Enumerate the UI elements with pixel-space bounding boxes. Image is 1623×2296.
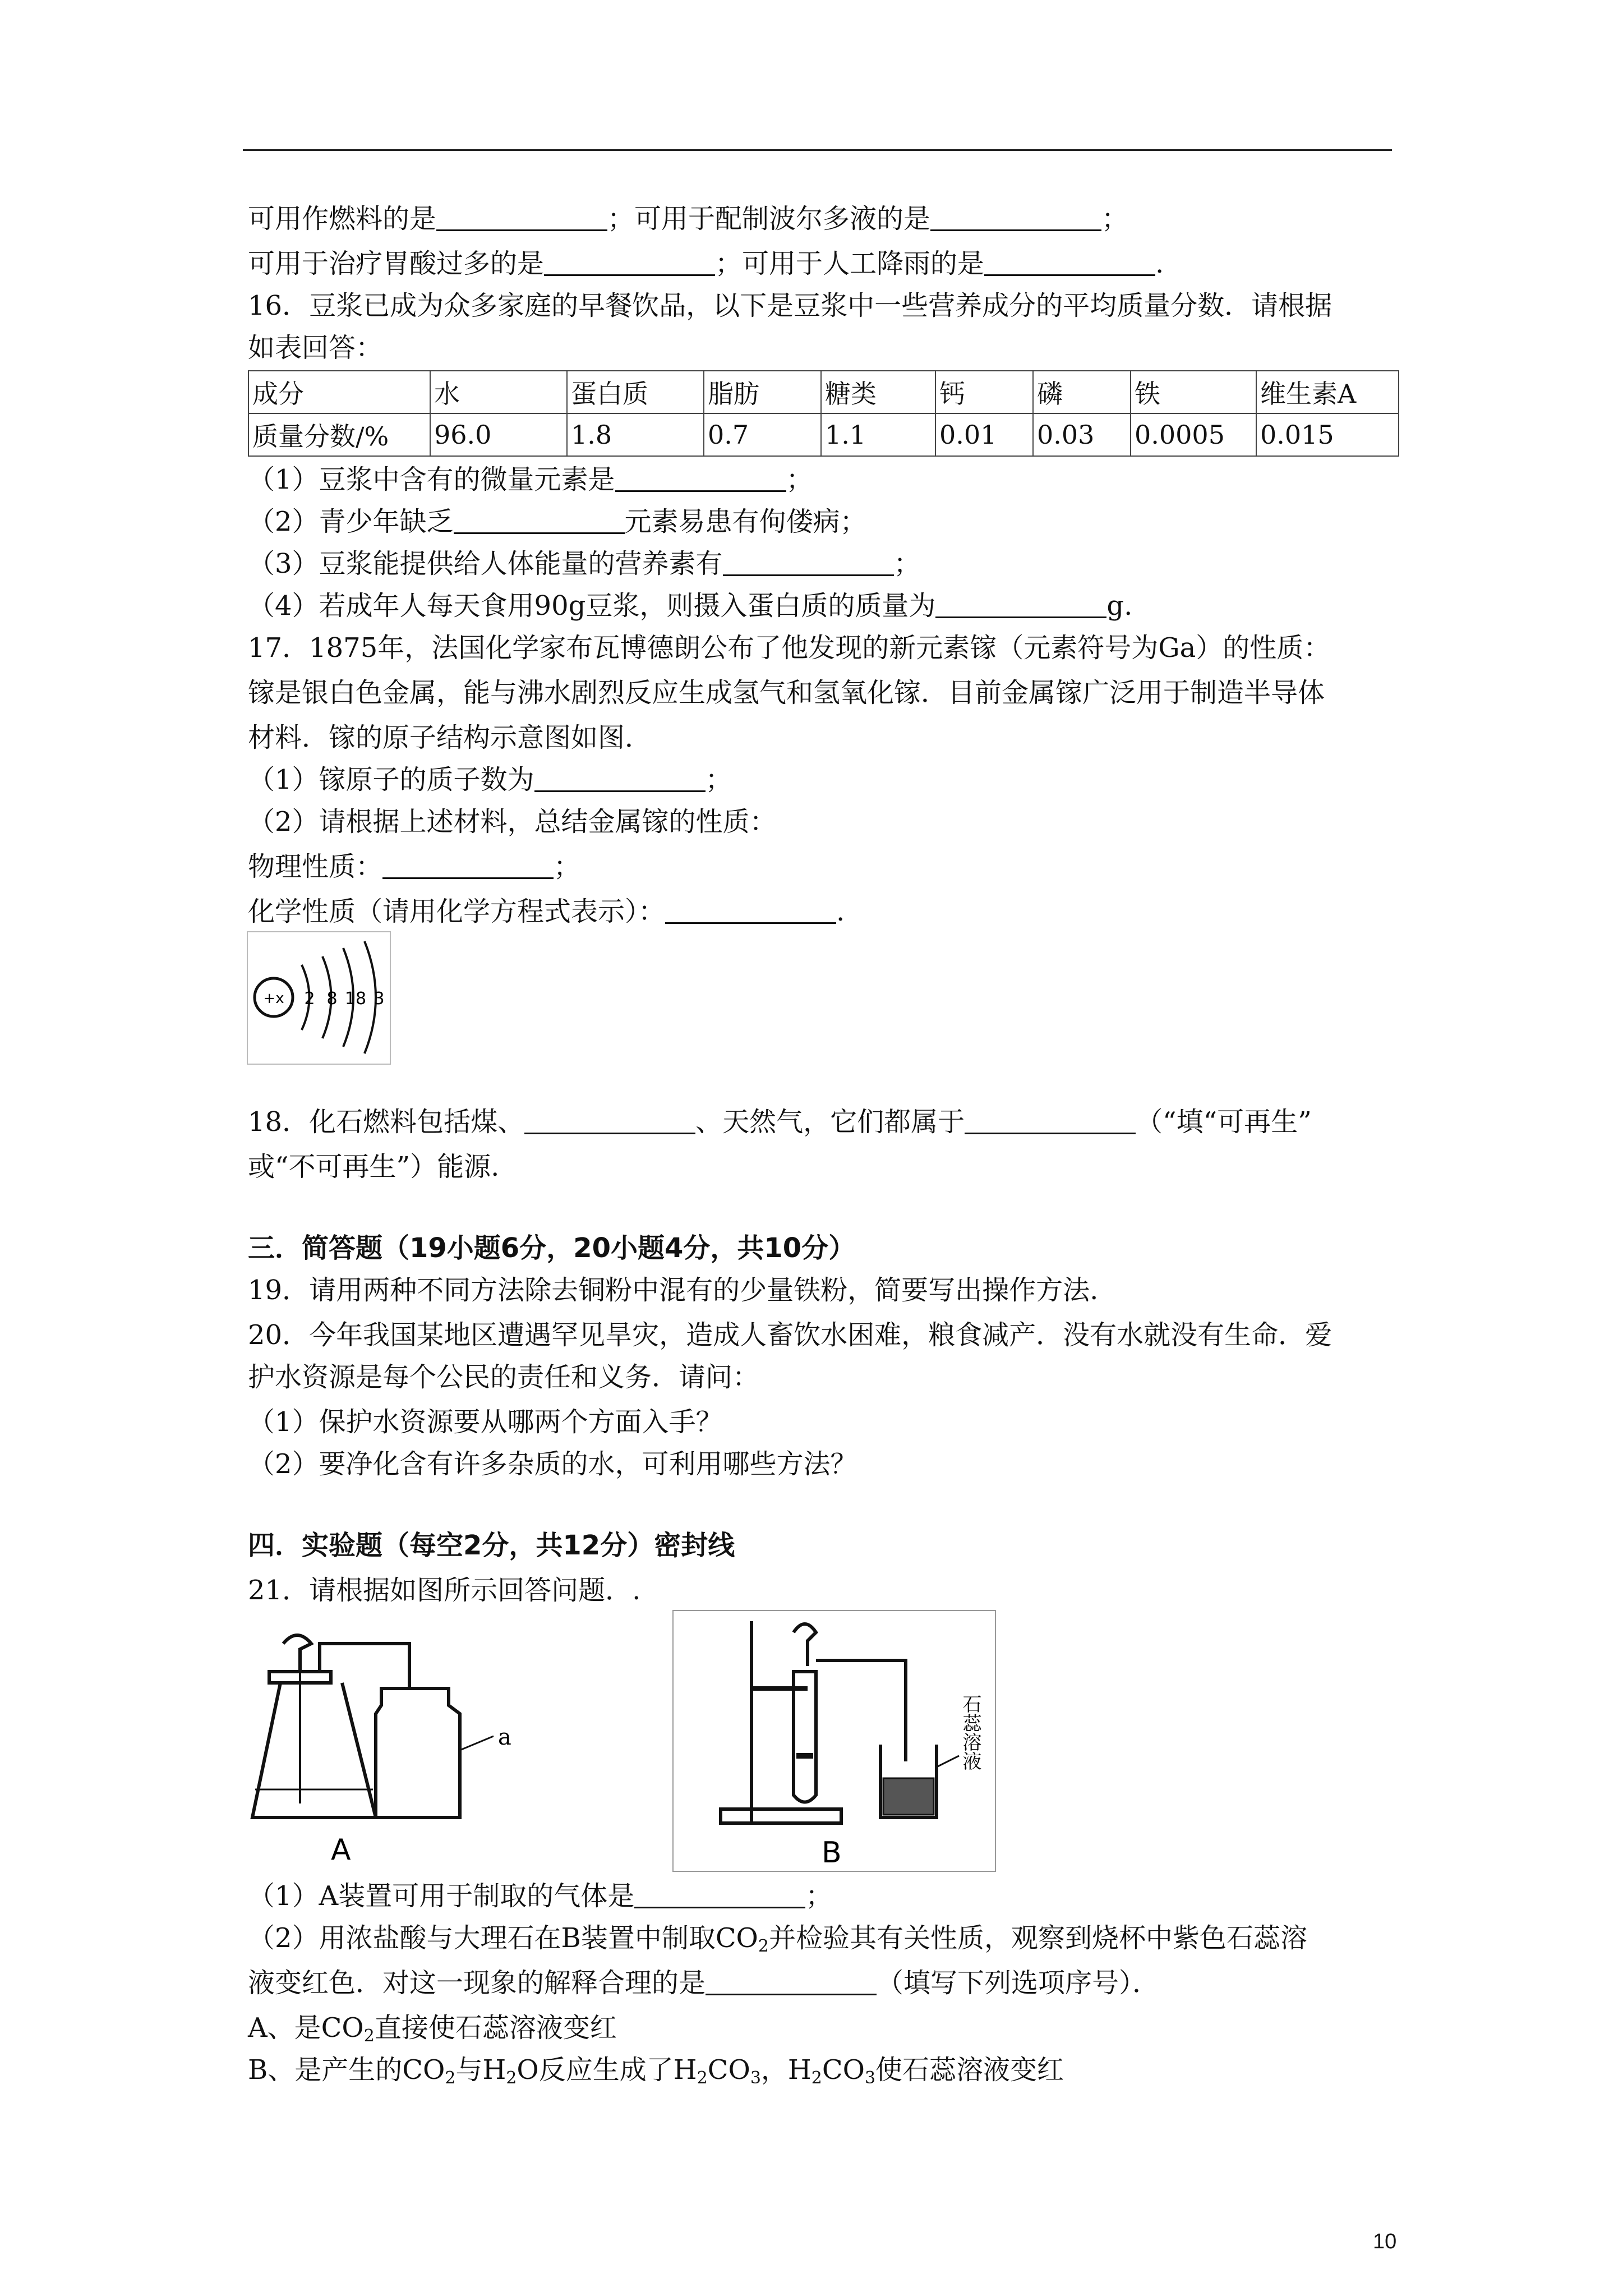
nucleus-label: +x: [263, 990, 284, 1007]
table-cell: 成分: [248, 371, 430, 413]
q16-intro-1: 16．豆浆已成为众多家庭的早餐饮品，以下是豆浆中一些营养成分的平均质量分数．请根据: [248, 290, 1332, 321]
test-tube: [794, 1672, 816, 1802]
table-cell: 0.7: [704, 413, 821, 456]
table-cell: 磷: [1033, 371, 1131, 413]
q15-line-2: 可用于治疗胃酸过多的是 ；可用于人工降雨的是 .: [248, 248, 1164, 279]
pointer-line: [460, 1736, 494, 1750]
table-cell: 质量分数/%: [248, 413, 430, 456]
litmus-solution: [883, 1778, 934, 1815]
table-cell: 0.01: [935, 413, 1033, 456]
answer-blank[interactable]: [615, 463, 786, 492]
q21-sub-2-cont: 液变红色．对这一现象的解释合理的是 （填写下列选项序号）．: [248, 1967, 1160, 1999]
answer-blank[interactable]: [382, 850, 554, 879]
shell-count: 2: [304, 989, 315, 1009]
section-3-title: 三．简答题（19小题6分，20小题4分，共10分）: [248, 1232, 856, 1264]
conical-flask: [252, 1683, 376, 1818]
answer-blank[interactable]: [436, 203, 607, 231]
q17-para-1: 17．1875年，法国化学家布瓦博德朗公布了他发现的新元素镓（元素符号为Ga）的性质：: [248, 632, 1331, 664]
q16-sub-4: （4）若成年人每天食用90g豆浆，则摄入蛋白质的质量为 g.: [248, 590, 1133, 622]
separatory-funnel: [283, 1635, 311, 1672]
answer-blank[interactable]: [544, 247, 715, 276]
page-number: 10: [1373, 2230, 1397, 2253]
q18-line-1: 18．化石燃料包括煤、 、天然气，它们都属于 （“填“可再生”: [248, 1106, 1312, 1138]
table-cell: 脂肪: [704, 371, 821, 413]
header-rule: [243, 149, 1392, 151]
answer-blank[interactable]: [723, 547, 894, 576]
q21-text: 21．请根据如图所示回答问题．.: [248, 1575, 641, 1606]
table-cell: 蛋白质: [567, 371, 704, 413]
delivery-tube-b: [816, 1660, 906, 1761]
table-row: [248, 413, 1399, 456]
table-cell: 1.1: [821, 413, 935, 456]
apparatus-figure: [247, 1610, 998, 1874]
table-header-row: [248, 371, 1399, 413]
answer-blank[interactable]: [634, 1880, 805, 1908]
table-cell: 钙: [935, 371, 1033, 413]
label-litmus: 石蕊溶液: [959, 1694, 981, 1770]
q20-text-1: 20．今年我国某地区遭遇罕见旱灾，造成人畜饮水困难，粮食减产．没有水就没有生命．爱: [248, 1319, 1332, 1351]
q17-para-2: 镓是银白色金属，能与沸水剧烈反应生成氢气和氢氧化镓．目前金属镓广泛用于制造半导体: [248, 677, 1325, 708]
table-cell: 1.8: [567, 413, 704, 456]
section-4-title: 四．实验题（每空2分，共12分）密封线: [248, 1530, 735, 1561]
option-a: A、是$CO_2$直接使石蕊溶液变红: [248, 2012, 617, 2046]
apparatus-b: [721, 1621, 959, 1823]
apparatus-b-frame: [673, 1611, 995, 1871]
table-cell: 维生素A: [1256, 371, 1399, 413]
q17-physical: 物理性质： ；: [248, 851, 581, 882]
delivery-tube: [320, 1644, 409, 1688]
apparatus-a: [252, 1635, 494, 1818]
answer-blank[interactable]: [984, 247, 1155, 276]
q16-sub-3: （3）豆浆能提供给人体能量的营养素有 ；: [248, 548, 921, 579]
answer-blank[interactable]: [534, 763, 706, 792]
shell-count: 18: [344, 989, 367, 1009]
nutrition-table: [248, 370, 1399, 457]
q20-sub-2: （2）要净化含有许多杂质的水，可利用哪些方法？: [248, 1448, 857, 1480]
q16-sub-2: （2）青少年缺乏 元素易患有佝偻病；: [248, 506, 867, 537]
q17-sub-1: （1）镓原子的质子数为 ；: [248, 764, 732, 795]
q16-intro-2: 如表回答：: [248, 332, 383, 364]
table-cell: 0.015: [1256, 413, 1399, 456]
label-apparatus-b: B: [822, 1836, 842, 1870]
shell-count: 8: [326, 989, 338, 1009]
q17-para-3: 材料．镓的原子结构示意图如图．: [248, 722, 652, 753]
q15-line-1: 可用作燃料的是 ；可用于配制波尔多液的是 ；: [248, 203, 1129, 234]
table-cell: 96.0: [430, 413, 567, 456]
table-cell: 0.0005: [1131, 413, 1256, 456]
q16-sub-1: （1）豆浆中含有的微量元素是 ；: [248, 464, 813, 495]
q20-sub-1: （1）保护水资源要从哪两个方面入手？: [248, 1406, 723, 1438]
q18-line-2: 或“不可再生”）能源.: [248, 1151, 500, 1182]
table-cell: 糖类: [821, 371, 935, 413]
answer-blank[interactable]: [930, 203, 1101, 231]
pointer-line-b: [937, 1756, 959, 1767]
funnel-b: [794, 1624, 816, 1666]
gallium-atom-diagram: [247, 931, 393, 1066]
q17-sub-2: （2）请根据上述材料，总结金属镓的性质：: [248, 806, 777, 838]
answer-blank[interactable]: [454, 505, 625, 534]
gas-collecting-bottle: [376, 1688, 460, 1818]
label-apparatus-a: A: [331, 1833, 351, 1867]
table-cell: 铁: [1131, 371, 1256, 413]
option-b: B、是产生的$CO_2$与$H_2O$反应生成了$H_2CO_3$，$H_2CO_3$使石蕊溶液变红: [248, 2054, 1064, 2088]
table-cell: 水: [430, 371, 567, 413]
table-cell: 0.03: [1033, 413, 1131, 456]
shell-count: 3: [374, 989, 385, 1009]
q21-sub-2: （2）用浓盐酸与大理石在B装置中制取$CO_2$并检验其有关性质，观察到烧杯中紫色石蕊溶: [248, 1922, 1308, 1956]
q19-text: 19．请用两种不同方法除去铜粉中混有的少量铁粉，简要写出操作方法.: [248, 1274, 1099, 1306]
answer-blank[interactable]: [965, 1106, 1136, 1134]
answer-blank[interactable]: [665, 895, 836, 924]
answer-blank[interactable]: [524, 1106, 695, 1134]
answer-blank[interactable]: [706, 1967, 877, 1995]
q20-text-2: 护水资源是每个公民的责任和义务．请问：: [248, 1361, 760, 1393]
q21-sub-1: （1）A装置可用于制取的气体是 ；: [248, 1880, 833, 1912]
stand-base: [721, 1809, 841, 1823]
q17-chemical: 化学性质（请用化学方程式表示）： .: [248, 896, 845, 927]
label-a-tag: a: [498, 1724, 511, 1750]
answer-blank[interactable]: [935, 590, 1106, 618]
